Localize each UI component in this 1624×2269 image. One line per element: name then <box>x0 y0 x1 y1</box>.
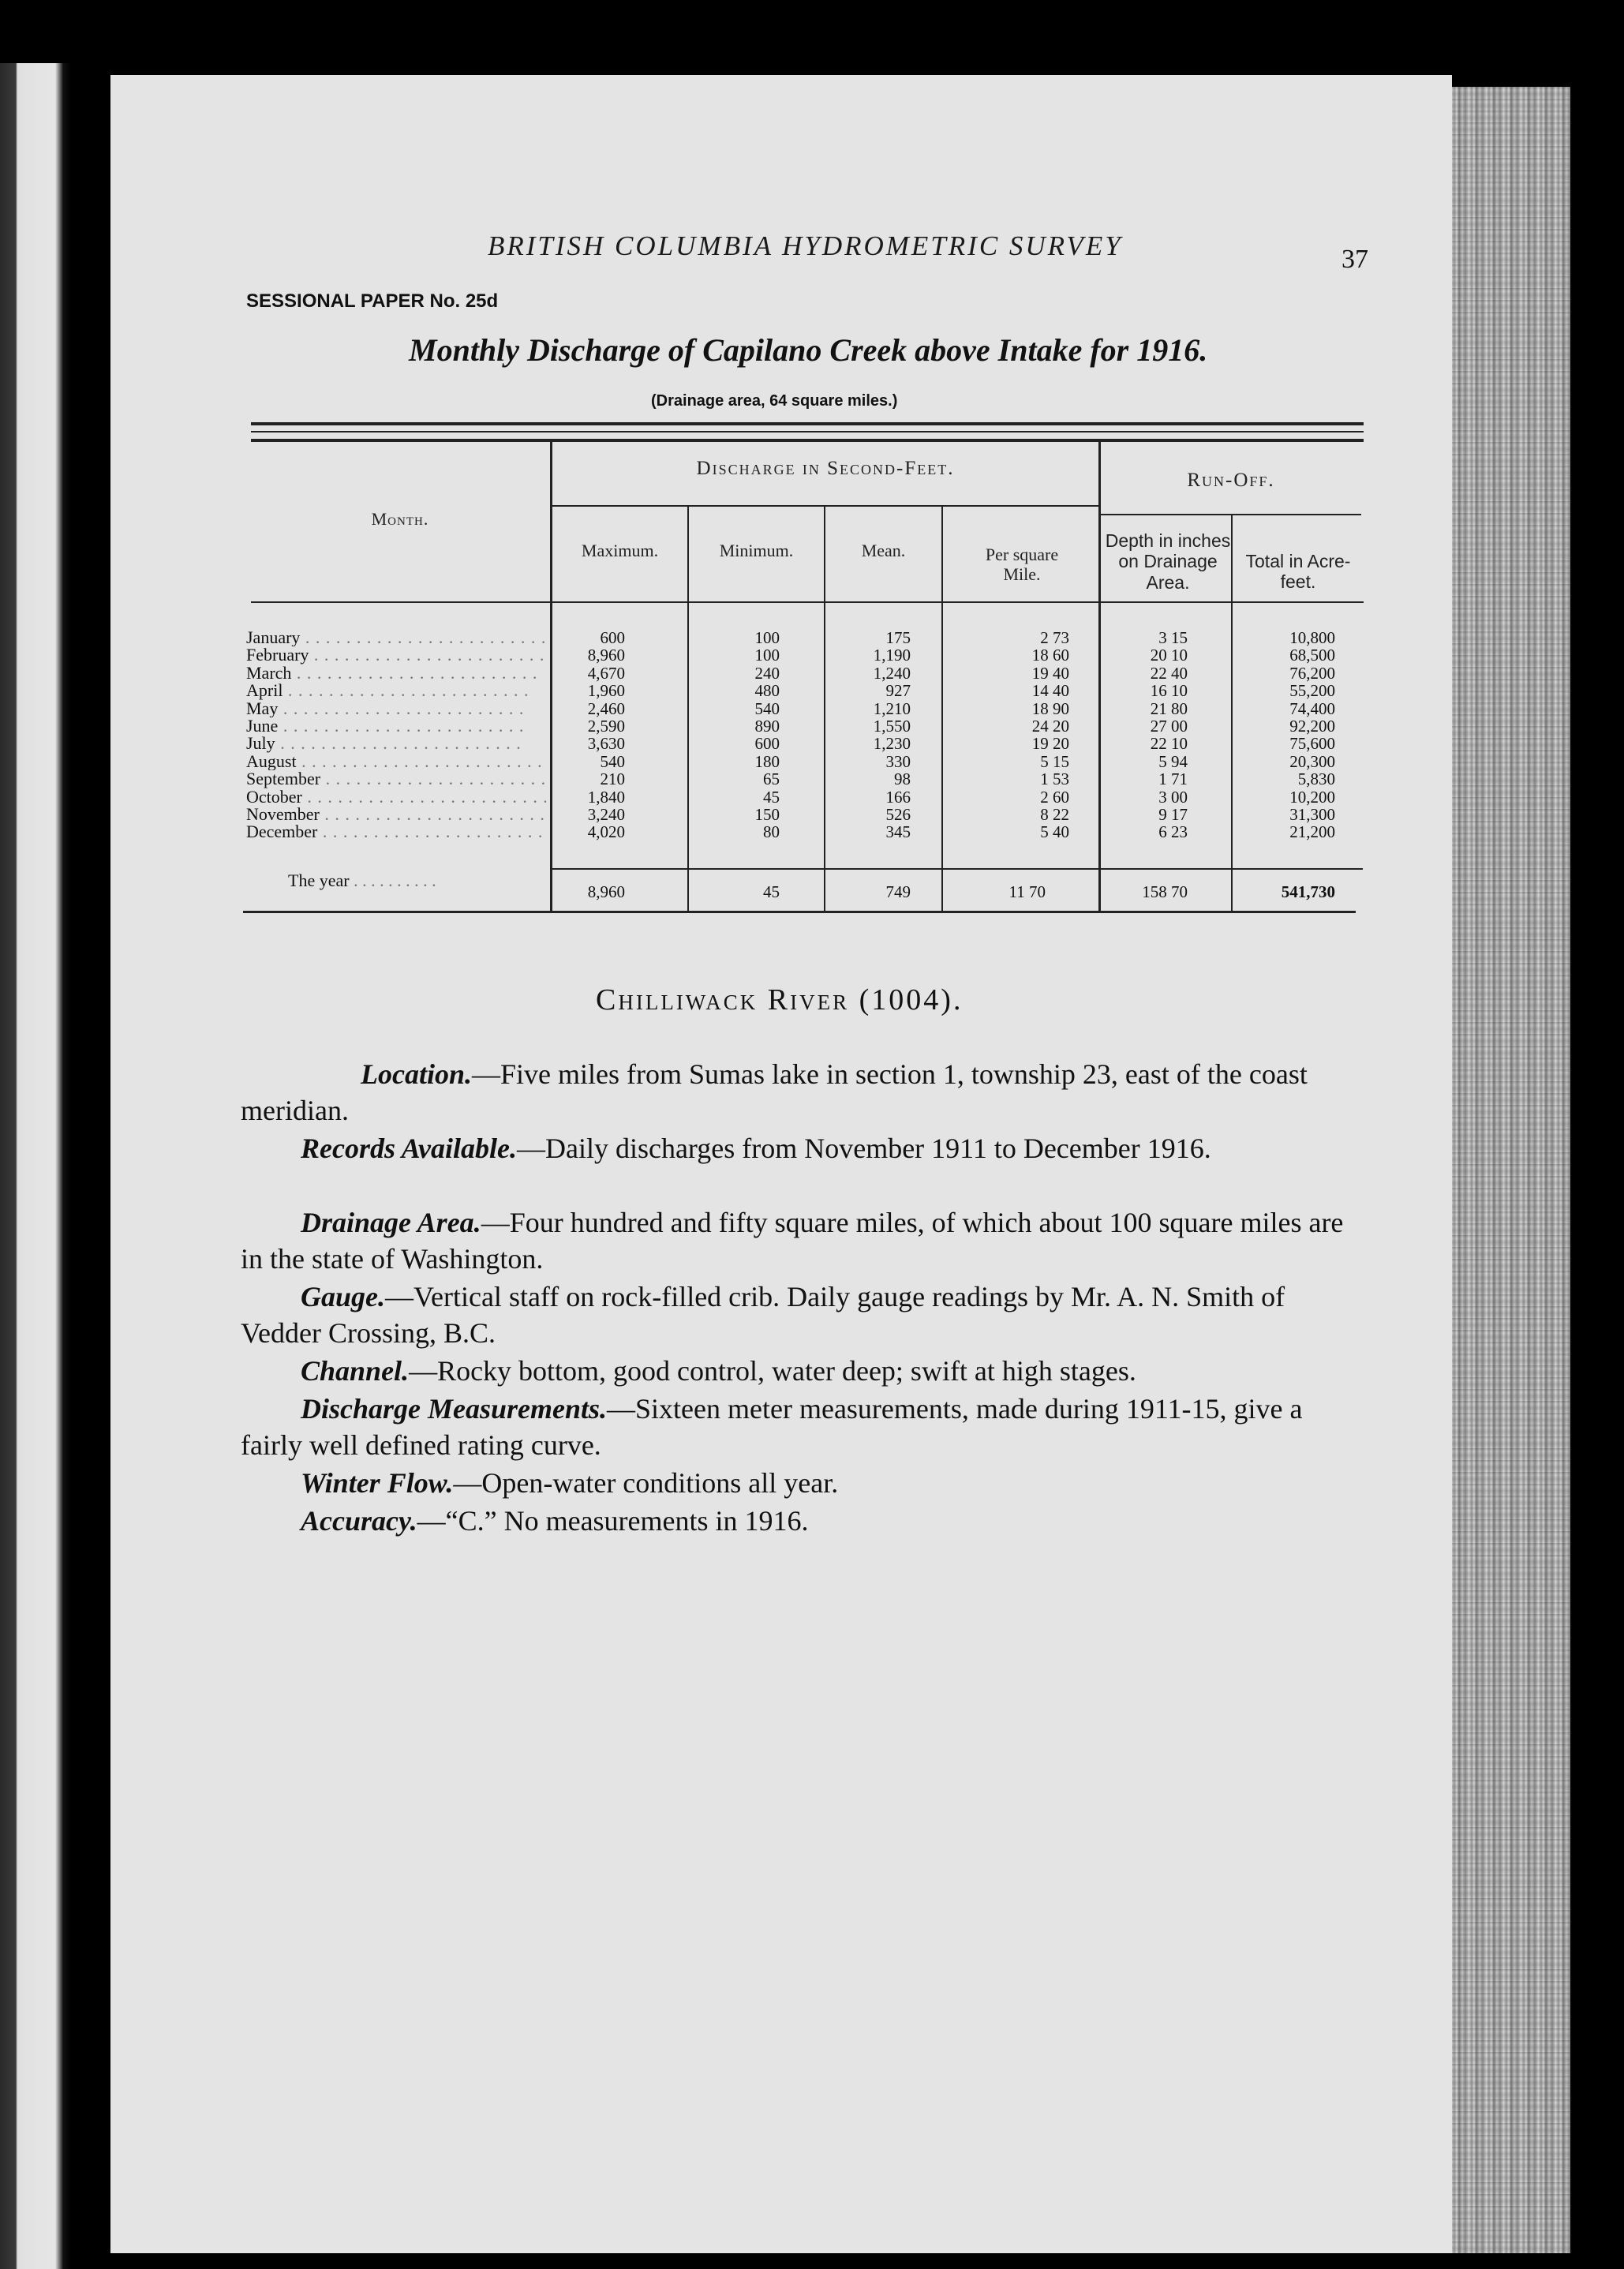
mean-cell: 1,550 <box>873 716 911 736</box>
header-total: Total in Acre-feet. <box>1245 551 1351 593</box>
min-cell: 150 <box>754 804 780 824</box>
total-cell: 31,300 <box>1289 804 1335 824</box>
accuracy-label: Accuracy. <box>301 1505 417 1537</box>
gauge-paragraph <box>241 1279 1355 1351</box>
mean-cell: 927 <box>885 681 911 701</box>
min-cell: 100 <box>754 646 780 665</box>
channel-label: Channel. <box>301 1355 410 1387</box>
month-cell: November . . . <box>246 806 546 823</box>
sessional-paper: SESSIONAL PAPER No. 25d <box>246 290 499 312</box>
month-cell: December . . . <box>246 823 546 841</box>
month-column <box>246 629 546 841</box>
max-cell: 3,240 <box>587 804 625 824</box>
total-cell: 21,200 <box>1289 822 1335 842</box>
records-text: —Daily discharges from November 1911 to December 1916. <box>516 1133 1211 1164</box>
depth-cell: 1 71 <box>1158 769 1188 789</box>
left-page-edge <box>0 63 71 2269</box>
year-label: The year . . . <box>288 871 436 891</box>
bottom-shadow <box>110 2253 1570 2269</box>
mean-cell: 166 <box>885 787 911 807</box>
max-cell: 600 <box>600 628 625 647</box>
month-cell: April . . . <box>246 682 546 699</box>
total-column <box>1233 629 1335 841</box>
month-cell: June . . . <box>246 717 546 735</box>
mean-cell: 1,230 <box>873 734 911 754</box>
max-cell: 4,020 <box>587 822 625 842</box>
depth-cell: 5 94 <box>1158 751 1188 771</box>
header-depth: Depth in inches on Drainage Area. <box>1105 530 1231 593</box>
total-cell: 75,600 <box>1289 734 1335 754</box>
drainage-paragraph <box>241 1204 1355 1277</box>
month-cell: October . . . <box>246 788 546 806</box>
total-cell: 5,830 <box>1297 769 1335 789</box>
min-cell: 240 <box>754 663 780 683</box>
discharge-label: Discharge Measurements. <box>301 1393 608 1425</box>
depth-cell: 22 40 <box>1150 663 1188 683</box>
month-cell: September . . . <box>246 770 546 788</box>
runoff-group-rule <box>1101 514 1361 515</box>
table-bottom-rule <box>243 911 1356 913</box>
total-cell: 74,400 <box>1289 698 1335 718</box>
year-top-rule <box>550 868 1363 870</box>
max-cell: 1,840 <box>587 787 625 807</box>
channel-text: —Rocky bottom, good control, water deep; swift at high stages. <box>409 1355 1136 1387</box>
psm-cell: 2 73 <box>1040 628 1069 647</box>
accuracy-text: —“C.” No measurements in 1916. <box>417 1505 809 1537</box>
year-max: 8,960 <box>587 882 625 901</box>
header-mean: Mean. <box>861 541 906 560</box>
mean-cell: 1,240 <box>873 663 911 683</box>
psm-cell: 5 40 <box>1040 822 1069 842</box>
mean-column <box>825 629 911 841</box>
psm-cell: 8 22 <box>1040 804 1069 824</box>
discharge-text: —Sixteen meter measurements, made during 1911-15, give a fairly well defined rating curve. <box>241 1393 1303 1461</box>
mean-cell: 98 <box>894 769 911 789</box>
running-title: BRITISH COLUMBIA HYDROMETRIC SURVEY <box>488 230 1123 261</box>
location-text: —Five miles from Sumas lake in section 1, township 23, east of the coast meridian. <box>241 1058 1308 1126</box>
gauge-label: Gauge. <box>301 1281 385 1312</box>
depth-column <box>1101 629 1188 841</box>
month-cell: August . . . <box>246 753 546 770</box>
month-cell: March . . . <box>246 665 546 682</box>
header-minimum: Minimum. <box>719 541 794 560</box>
depth-cell: 20 10 <box>1150 646 1188 665</box>
depth-cell: 3 15 <box>1158 628 1188 647</box>
drainage-text: —Four hundred and fifty square miles, of which about 100 square miles are in the state of Washington. <box>241 1207 1344 1275</box>
discharge-paragraph <box>241 1391 1355 1463</box>
year-depth: 158 70 <box>1142 882 1188 901</box>
page-number: 37 <box>1341 245 1368 274</box>
total-cell: 55,200 <box>1289 681 1335 701</box>
winter-paragraph <box>241 1465 1355 1501</box>
accuracy-paragraph <box>241 1503 1355 1539</box>
month-cell: February . . . <box>246 646 546 664</box>
year-total: 541,730 <box>1281 882 1335 901</box>
discharge-group-rule <box>552 505 1098 507</box>
max-cell: 210 <box>600 769 625 789</box>
min-cell: 180 <box>754 751 780 771</box>
min-cell: 890 <box>754 716 780 736</box>
mean-cell: 526 <box>885 804 911 824</box>
mean-cell: 1,210 <box>873 698 911 718</box>
table-top-rule-1 <box>251 422 1364 425</box>
header-runoff-group: Run-Off. <box>1187 470 1275 491</box>
month-cell: January . . . <box>246 629 546 646</box>
depth-cell: 16 10 <box>1150 681 1188 701</box>
mean-cell: 175 <box>885 628 911 647</box>
total-cell: 68,500 <box>1289 646 1335 665</box>
section-heading: Chilliwack River (1004). <box>596 983 964 1017</box>
table-top-rule-3 <box>251 439 1364 442</box>
table-subtitle: (Drainage area, 64 square miles.) <box>651 392 898 410</box>
per-square-mile-column <box>943 629 1069 841</box>
max-cell: 1,960 <box>587 681 625 701</box>
min-cell: 80 <box>763 822 780 842</box>
psm-cell: 24 20 <box>1031 716 1069 736</box>
minimum-column <box>689 629 780 841</box>
channel-paragraph <box>241 1353 1355 1389</box>
mean-cell: 330 <box>885 751 911 771</box>
max-cell: 2,590 <box>587 716 625 736</box>
table-top-rule-2 <box>251 431 1364 432</box>
drainage-label: Drainage Area. <box>301 1207 481 1238</box>
total-cell: 92,200 <box>1289 716 1335 736</box>
month-cell: July . . . <box>246 735 546 752</box>
depth-cell: 22 10 <box>1150 734 1188 754</box>
mean-cell: 1,190 <box>873 646 911 665</box>
location-label: Location. <box>361 1058 472 1090</box>
maximum-column <box>552 629 625 841</box>
psm-cell: 19 40 <box>1031 663 1069 683</box>
header-per-square-mile: Per square Mile. <box>985 545 1059 585</box>
winter-label: Winter Flow. <box>301 1467 454 1499</box>
total-cell: 20,300 <box>1289 751 1335 771</box>
max-cell: 540 <box>600 751 625 771</box>
max-cell: 4,670 <box>587 663 625 683</box>
depth-cell: 21 80 <box>1150 698 1188 718</box>
year-mean: 749 <box>885 882 911 901</box>
psm-cell: 18 60 <box>1031 646 1069 665</box>
psm-cell: 5 15 <box>1040 751 1069 771</box>
depth-cell: 6 23 <box>1158 822 1188 842</box>
total-cell: 10,200 <box>1289 787 1335 807</box>
total-cell: 76,200 <box>1289 663 1335 683</box>
max-cell: 2,460 <box>587 698 625 718</box>
psm-cell: 2 60 <box>1040 787 1069 807</box>
max-cell: 3,630 <box>587 734 625 754</box>
psm-cell: 18 90 <box>1031 698 1069 718</box>
max-cell: 8,960 <box>587 646 625 665</box>
records-paragraph <box>241 1130 1355 1166</box>
page-stack-edge <box>1452 87 1570 2253</box>
depth-cell: 27 00 <box>1150 716 1188 736</box>
total-cell: 10,800 <box>1289 628 1335 647</box>
gauge-text: —Vertical staff on rock-filled crib. Daily gauge readings by Mr. A. N. Smith of Vedder Crossing, B.C. <box>241 1281 1285 1349</box>
depth-cell: 9 17 <box>1158 804 1188 824</box>
depth-cell: 3 00 <box>1158 787 1188 807</box>
min-cell: 65 <box>763 769 780 789</box>
min-cell: 540 <box>754 698 780 718</box>
header-discharge-group: Discharge in Second-Feet. <box>696 458 955 479</box>
psm-cell: 14 40 <box>1031 681 1069 701</box>
min-cell: 100 <box>754 628 780 647</box>
psm-cell: 19 20 <box>1031 734 1069 754</box>
table-title: Monthly Discharge of Capilano Creek above Intake for 1916. <box>409 332 1208 368</box>
min-cell: 480 <box>754 681 780 701</box>
winter-text: —Open-water conditions all year. <box>453 1467 839 1499</box>
min-cell: 45 <box>763 787 780 807</box>
header-maximum: Maximum. <box>581 541 659 560</box>
year-psm: 11 70 <box>1008 882 1046 901</box>
mean-cell: 345 <box>885 822 911 842</box>
psm-cell: 1 53 <box>1040 769 1069 789</box>
location-paragraph <box>241 1056 1355 1129</box>
min-cell: 600 <box>754 734 780 754</box>
month-cell: May . . . <box>246 700 546 717</box>
header-bottom-rule <box>251 601 1364 603</box>
year-min: 45 <box>763 882 780 901</box>
header-month: Month. <box>371 509 429 529</box>
records-label: Records Available. <box>301 1133 517 1164</box>
